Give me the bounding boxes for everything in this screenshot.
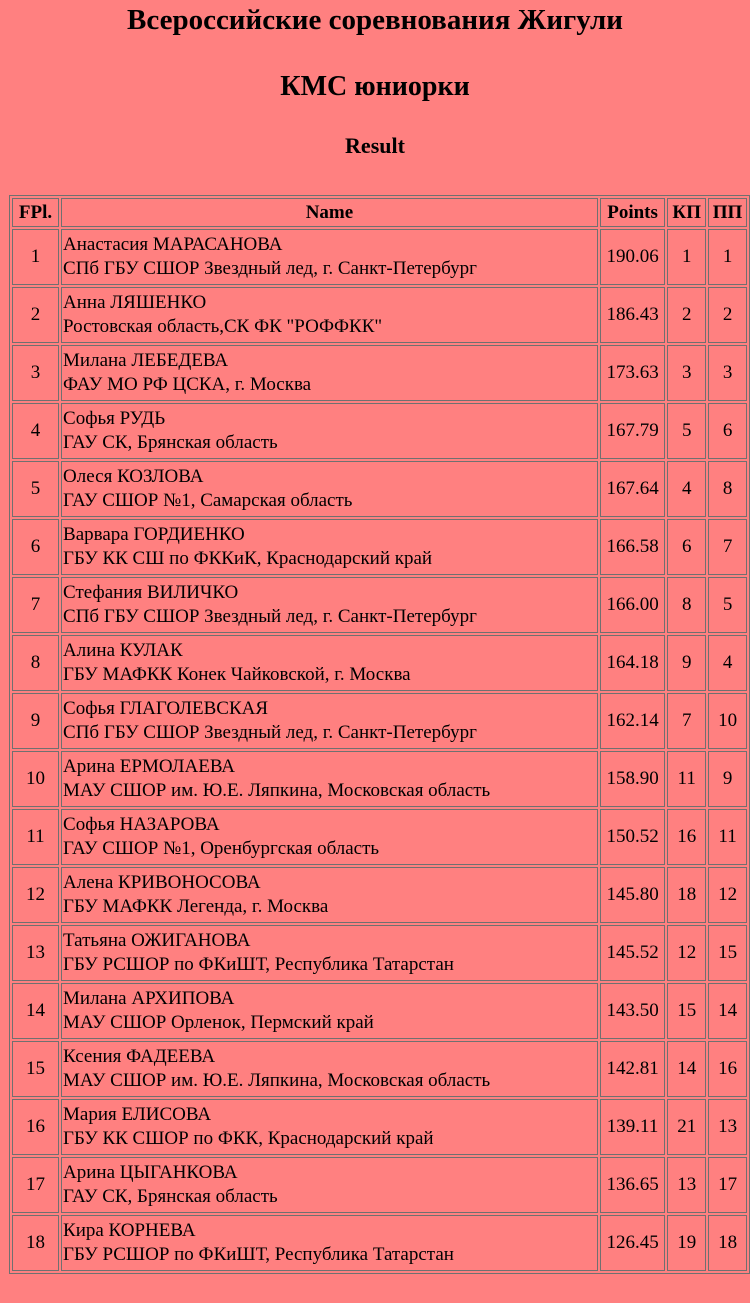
results-table bbox=[9, 195, 750, 1274]
name-cell bbox=[61, 867, 598, 923]
athlete-club: ГБУ МАФКК Конек Чайковской, г. Москва bbox=[63, 664, 411, 685]
column-header-points: Points bbox=[600, 198, 665, 227]
athlete-name: Алена КРИВОНОСОВА bbox=[63, 872, 261, 893]
athlete-club: ГБУ МАФКК Легенда, г. Москва bbox=[63, 896, 329, 917]
kp-cell: 4 bbox=[667, 461, 706, 517]
points-cell: 173.63 bbox=[600, 345, 665, 401]
pp-cell: 12 bbox=[708, 867, 747, 923]
points-cell: 145.52 bbox=[600, 925, 665, 981]
pp-cell: 11 bbox=[708, 809, 747, 865]
kp-cell: 5 bbox=[667, 403, 706, 459]
table-row bbox=[12, 1099, 747, 1155]
pp-cell: 15 bbox=[708, 925, 747, 981]
points-cell: 162.14 bbox=[600, 693, 665, 749]
name-cell bbox=[61, 1157, 598, 1213]
athlete-name: Софья ГЛАГОЛЕВСКАЯ bbox=[63, 698, 269, 719]
kp-cell: 6 bbox=[667, 519, 706, 575]
athlete-club: ГАУ СК, Брянская область bbox=[63, 432, 278, 453]
pp-cell: 2 bbox=[708, 287, 747, 343]
table-row bbox=[12, 403, 747, 459]
kp-cell: 3 bbox=[667, 345, 706, 401]
place-cell: 2 bbox=[12, 287, 59, 343]
place-cell: 17 bbox=[12, 1157, 59, 1213]
place-cell: 7 bbox=[12, 577, 59, 633]
pp-cell: 4 bbox=[708, 635, 747, 691]
name-cell bbox=[61, 925, 598, 981]
pp-cell: 9 bbox=[708, 751, 747, 807]
athlete-name: Анна ЛЯШЕНКО bbox=[63, 292, 207, 313]
place-cell: 8 bbox=[12, 635, 59, 691]
table-row bbox=[12, 577, 747, 633]
athlete-name: Софья НАЗАРОВА bbox=[63, 814, 220, 835]
points-cell: 136.65 bbox=[600, 1157, 665, 1213]
athlete-club: МАУ СШОР Орленок, Пермский край bbox=[63, 1012, 374, 1033]
athlete-name: Арина ЕРМОЛАЕВА bbox=[63, 756, 236, 777]
table-header-row bbox=[12, 198, 747, 227]
points-cell: 190.06 bbox=[600, 229, 665, 285]
kp-cell: 16 bbox=[667, 809, 706, 865]
category-title: КМС юниорки bbox=[280, 71, 470, 102]
athlete-name: Олеся КОЗЛОВА bbox=[63, 466, 204, 487]
name-cell bbox=[61, 577, 598, 633]
kp-cell: 8 bbox=[667, 577, 706, 633]
name-cell bbox=[61, 1041, 598, 1097]
athlete-club: Ростовская область,СК ФК "РОФФКК" bbox=[63, 316, 383, 337]
kp-cell: 12 bbox=[667, 925, 706, 981]
name-cell bbox=[61, 461, 598, 517]
points-cell: 126.45 bbox=[600, 1215, 665, 1271]
pp-cell: 7 bbox=[708, 519, 747, 575]
kp-cell: 1 bbox=[667, 229, 706, 285]
kp-cell: 18 bbox=[667, 867, 706, 923]
pp-cell: 14 bbox=[708, 983, 747, 1039]
place-cell: 10 bbox=[12, 751, 59, 807]
kp-cell: 13 bbox=[667, 1157, 706, 1213]
pp-cell: 1 bbox=[708, 229, 747, 285]
name-cell bbox=[61, 1215, 598, 1271]
results-body bbox=[12, 229, 747, 1271]
place-cell: 3 bbox=[12, 345, 59, 401]
athlete-club: ФАУ МО РФ ЦСКА, г. Москва bbox=[63, 374, 312, 395]
athlete-club: ГБУ КК СШ по ФККиК, Краснодарский край bbox=[63, 548, 433, 569]
column-header-pp: ПП bbox=[708, 198, 747, 227]
pp-cell: 5 bbox=[708, 577, 747, 633]
athlete-name: Ксения ФАДЕЕВА bbox=[63, 1046, 216, 1067]
table-row bbox=[12, 1215, 747, 1271]
kp-cell: 11 bbox=[667, 751, 706, 807]
name-cell bbox=[61, 519, 598, 575]
pp-cell: 6 bbox=[708, 403, 747, 459]
place-cell: 18 bbox=[12, 1215, 59, 1271]
pp-cell: 10 bbox=[708, 693, 747, 749]
points-cell: 164.18 bbox=[600, 635, 665, 691]
points-cell: 145.80 bbox=[600, 867, 665, 923]
table-row bbox=[12, 345, 747, 401]
kp-cell: 2 bbox=[667, 287, 706, 343]
kp-cell: 19 bbox=[667, 1215, 706, 1271]
athlete-club: ГАУ СШОР №1, Оренбургская область bbox=[63, 838, 380, 859]
points-cell: 167.79 bbox=[600, 403, 665, 459]
points-cell: 139.11 bbox=[600, 1099, 665, 1155]
table-row bbox=[12, 751, 747, 807]
athlete-club: СПб ГБУ СШОР Звездный лед, г. Санкт-Петербург bbox=[63, 258, 477, 279]
column-header-name: Name bbox=[61, 198, 598, 227]
place-cell: 15 bbox=[12, 1041, 59, 1097]
name-cell bbox=[61, 983, 598, 1039]
athlete-name: Кира КОРНЕВА bbox=[63, 1220, 196, 1241]
points-cell: 150.52 bbox=[600, 809, 665, 865]
place-cell: 11 bbox=[12, 809, 59, 865]
place-cell: 13 bbox=[12, 925, 59, 981]
name-cell bbox=[61, 229, 598, 285]
kp-cell: 21 bbox=[667, 1099, 706, 1155]
kp-cell: 15 bbox=[667, 983, 706, 1039]
athlete-name: Мария ЕЛИСОВА bbox=[63, 1104, 212, 1125]
pp-cell: 13 bbox=[708, 1099, 747, 1155]
points-cell: 158.90 bbox=[600, 751, 665, 807]
athlete-club: МАУ СШОР им. Ю.Е. Ляпкина, Московская область bbox=[63, 780, 491, 801]
athlete-name: Алина КУЛАК bbox=[63, 640, 183, 661]
athlete-club: ГАУ СШОР №1, Самарская область bbox=[63, 490, 353, 511]
column-header-place: FPl. bbox=[12, 198, 59, 227]
points-cell: 167.64 bbox=[600, 461, 665, 517]
table-row bbox=[12, 229, 747, 285]
place-cell: 14 bbox=[12, 983, 59, 1039]
pp-cell: 18 bbox=[708, 1215, 747, 1271]
athlete-name: Татьяна ОЖИГАНОВА bbox=[63, 930, 251, 951]
place-cell: 4 bbox=[12, 403, 59, 459]
athlete-name: Анастасия МАРАСАНОВА bbox=[63, 234, 283, 255]
pp-cell: 16 bbox=[708, 1041, 747, 1097]
name-cell bbox=[61, 287, 598, 343]
athlete-club: ГАУ СК, Брянская область bbox=[63, 1186, 278, 1207]
athlete-name: Арина ЦЫГАНКОВА bbox=[63, 1162, 238, 1183]
athlete-name: Милана ЛЕБЕДЕВА bbox=[63, 350, 229, 371]
table-row bbox=[12, 635, 747, 691]
name-cell bbox=[61, 809, 598, 865]
table-row bbox=[12, 867, 747, 923]
table-row bbox=[12, 461, 747, 517]
place-cell: 6 bbox=[12, 519, 59, 575]
pp-cell: 3 bbox=[708, 345, 747, 401]
athlete-name: Стефания ВИЛИЧКО bbox=[63, 582, 239, 603]
athlete-club: СПб ГБУ СШОР Звездный лед, г. Санкт-Петербург bbox=[63, 606, 477, 627]
athlete-name: Милана АРХИПОВА bbox=[63, 988, 235, 1009]
column-header-kp: КП bbox=[667, 198, 706, 227]
points-cell: 166.58 bbox=[600, 519, 665, 575]
kp-cell: 7 bbox=[667, 693, 706, 749]
place-cell: 5 bbox=[12, 461, 59, 517]
points-cell: 166.00 bbox=[600, 577, 665, 633]
name-cell bbox=[61, 1099, 598, 1155]
table-row bbox=[12, 1157, 747, 1213]
athlete-club: ГБУ РСШОР по ФКиШТ, Республика Татарстан bbox=[63, 1244, 454, 1265]
points-cell: 142.81 bbox=[600, 1041, 665, 1097]
name-cell bbox=[61, 751, 598, 807]
place-cell: 12 bbox=[12, 867, 59, 923]
table-row bbox=[12, 809, 747, 865]
athlete-name: Варвара ГОРДИЕНКО bbox=[63, 524, 245, 545]
kp-cell: 14 bbox=[667, 1041, 706, 1097]
name-cell bbox=[61, 635, 598, 691]
pp-cell: 8 bbox=[708, 461, 747, 517]
pp-cell: 17 bbox=[708, 1157, 747, 1213]
name-cell bbox=[61, 403, 598, 459]
name-cell bbox=[61, 693, 598, 749]
table-row bbox=[12, 693, 747, 749]
page-title: Всероссийские соревнования Жигули bbox=[127, 4, 623, 36]
athlete-club: СПб ГБУ СШОР Звездный лед, г. Санкт-Петербург bbox=[63, 722, 477, 743]
athlete-club: ГБУ КК СШОР по ФКК, Краснодарский край bbox=[63, 1128, 434, 1149]
athlete-name: Софья РУДЬ bbox=[63, 408, 166, 429]
place-cell: 1 bbox=[12, 229, 59, 285]
place-cell: 9 bbox=[12, 693, 59, 749]
points-cell: 143.50 bbox=[600, 983, 665, 1039]
athlete-club: МАУ СШОР им. Ю.Е. Ляпкина, Московская область bbox=[63, 1070, 491, 1091]
table-row bbox=[12, 519, 747, 575]
result-heading: Result bbox=[345, 133, 405, 158]
place-cell: 16 bbox=[12, 1099, 59, 1155]
name-cell bbox=[61, 345, 598, 401]
table-row bbox=[12, 1041, 747, 1097]
table-row bbox=[12, 287, 747, 343]
table-row bbox=[12, 983, 747, 1039]
table-row bbox=[12, 925, 747, 981]
athlete-club: ГБУ РСШОР по ФКиШТ, Республика Татарстан bbox=[63, 954, 454, 975]
points-cell: 186.43 bbox=[600, 287, 665, 343]
kp-cell: 9 bbox=[667, 635, 706, 691]
